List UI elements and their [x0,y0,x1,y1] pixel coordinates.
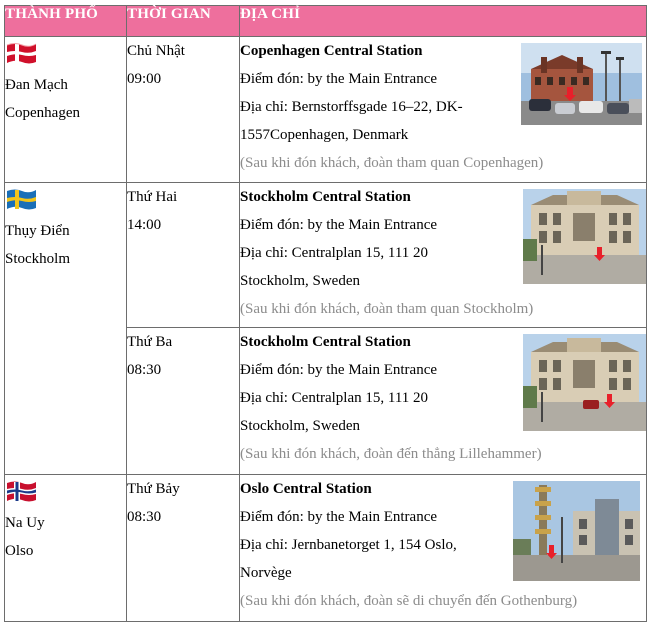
header-address: ĐỊA CHỈ [240,6,647,37]
station-name: Stockholm Central Station [240,189,411,205]
table-row [5,475,647,622]
tour-note: (Sau khi đón khách, đoàn tham quan Stockholm) [240,301,534,317]
time-label: 09:00 [127,71,162,87]
tour-note: (Sau khi đón khách, đoàn đến thẳng Lillehammer) [240,446,542,462]
city-name: Olso [5,543,34,559]
table-row [5,37,647,183]
day-label: Thứ Bảy [127,481,180,497]
pickup-point: Điểm đón: by the Main Entrance [240,217,438,233]
day-label: Thứ Ba [127,334,173,350]
time-cell [127,475,240,622]
address-cell [240,475,647,622]
address-cell [240,183,647,328]
schedule-table [4,5,647,622]
station-name: Oslo Central Station [240,481,372,497]
city-cell-stockholm [5,183,127,475]
country-name: Đan Mạch [5,77,68,93]
time-cell [127,328,240,475]
header-city: THÀNH PHỐ [5,6,127,37]
address-line-1: Địa chỉ: Jernbanetorget 1, 154 Oslo, [240,537,457,553]
address-line-2: Norvège [240,565,292,581]
header-row [5,6,647,37]
address-cell [240,328,647,475]
address-cell [240,37,647,183]
day-label: Thứ Hai [127,189,178,205]
address-line-1: Địa chỉ: Bernstorffsgade 16–22, DK- [240,99,463,115]
time-cell [127,183,240,328]
sweden-flag-icon [5,187,38,212]
pickup-point: Điểm đón: by the Main Entrance [240,509,438,525]
city-name: Copenhagen [5,105,80,121]
country-name: Thụy Điển [5,223,70,239]
country-name: Na Uy [5,515,45,531]
day-label: Chủ Nhật [127,43,185,59]
station-photo-oslo [513,481,640,581]
tour-note: (Sau khi đón khách, đoàn tham quan Copenhagen) [240,155,544,171]
time-label: 14:00 [127,217,162,233]
address-line-2: Stockholm, Sweden [240,273,360,289]
address-line-2: 1557Copenhagen, Denmark [240,127,409,143]
address-line-2: Stockholm, Sweden [240,418,360,434]
norway-flag-icon [5,479,38,504]
time-label: 08:30 [127,509,162,525]
address-line-1: Địa chỉ: Centralplan 15, 111 20 [240,390,429,406]
address-line-1: Địa chỉ: Centralplan 15, 111 20 [240,245,429,261]
header-time: THỜI GIAN [127,6,240,37]
station-photo-stockholm [523,334,646,431]
station-photo-stockholm [523,189,646,284]
tour-note: (Sau khi đón khách, đoàn sẽ di chuyển đến Gothenburg) [240,593,578,609]
denmark-flag-icon [5,41,38,66]
station-photo-copenhagen [521,43,642,125]
pickup-point: Điểm đón: by the Main Entrance [240,362,438,378]
city-cell-copenhagen [5,37,127,183]
time-label: 08:30 [127,362,162,378]
time-cell [127,37,240,183]
pickup-point: Điểm đón: by the Main Entrance [240,71,438,87]
city-name: Stockholm [5,251,71,267]
table-row [5,183,647,328]
city-cell-oslo [5,475,127,622]
station-name: Stockholm Central Station [240,334,411,350]
station-name: Copenhagen Central Station [240,43,423,59]
